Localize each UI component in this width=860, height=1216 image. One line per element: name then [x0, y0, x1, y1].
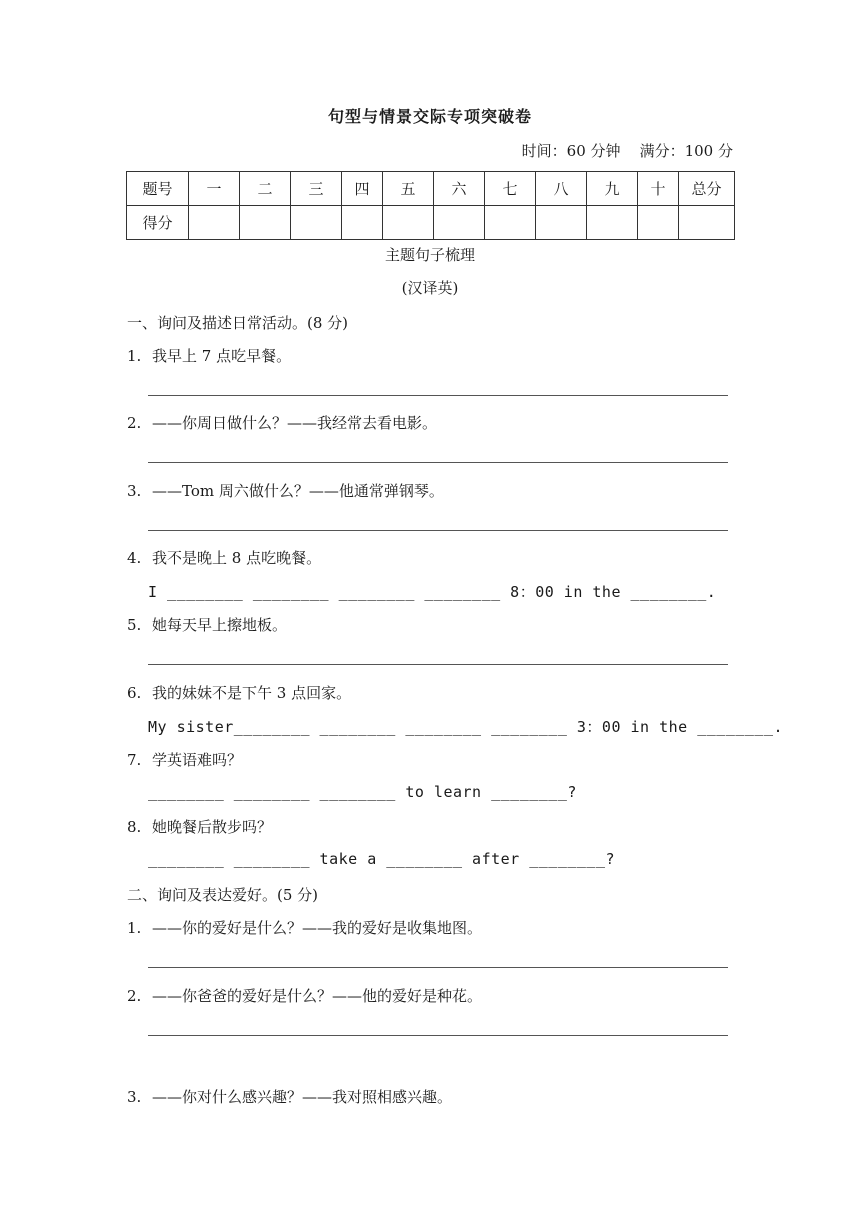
- page-title: 句型与情景交际专项突破卷: [327, 107, 532, 126]
- answer-line[interactable]: [148, 530, 728, 531]
- header-cell: 九: [587, 172, 638, 206]
- score-cell[interactable]: [587, 206, 638, 240]
- score-cell[interactable]: [679, 206, 735, 240]
- answer-line[interactable]: [148, 664, 728, 665]
- header-cell: 题号: [127, 172, 189, 206]
- fill-in-blank[interactable]: ________ ________ take a ________ after ________?: [148, 850, 616, 868]
- question-text: 她晚餐后散步吗？: [152, 818, 273, 836]
- score-table-header-row: [127, 172, 735, 206]
- answer-line[interactable]: [148, 967, 728, 968]
- question-1-1: [127, 345, 291, 366]
- question-text: 她每天早上擦地板。: [152, 616, 288, 634]
- question-number: 6.: [127, 684, 142, 702]
- fill-in-blank[interactable]: I ________ ________ ________ ________ 8：00 in the ________.: [148, 583, 717, 601]
- header-cell: 十: [638, 172, 679, 206]
- question-1-3: [127, 480, 444, 501]
- question-2-3: [127, 1086, 452, 1107]
- time-info: 时间：60 分钟 满分：100 分: [521, 142, 733, 160]
- question-number: 8.: [127, 818, 142, 836]
- score-row-label: 得分: [127, 206, 189, 240]
- question-number: 1.: [127, 347, 142, 365]
- question-text: 学英语难吗？: [152, 751, 243, 769]
- header-cell: 四: [342, 172, 383, 206]
- theme-title: 主题句子梳理: [384, 246, 475, 264]
- score-cell[interactable]: [485, 206, 536, 240]
- question-1-8: [127, 816, 272, 837]
- question-number: 2.: [127, 414, 142, 432]
- question-2-2: [127, 985, 482, 1006]
- score-cell[interactable]: [536, 206, 587, 240]
- score-cell[interactable]: [189, 206, 240, 240]
- header-cell: 八: [536, 172, 587, 206]
- question-1-4: [127, 547, 321, 568]
- score-cell[interactable]: [383, 206, 434, 240]
- score-table-score-row: [127, 206, 735, 240]
- question-text: 我早上 7 点吃早餐。: [152, 347, 292, 365]
- answer-line[interactable]: [148, 1035, 728, 1036]
- answer-line[interactable]: [148, 462, 728, 463]
- question-2-1: [127, 917, 482, 938]
- question-number: 3.: [127, 482, 142, 500]
- section-2-heading: 二、询问及表达爱好。(5 分): [127, 886, 319, 904]
- score-cell[interactable]: [342, 206, 383, 240]
- theme-subtitle: (汉译英): [401, 279, 459, 297]
- answer-line[interactable]: [148, 395, 728, 396]
- question-number: 4.: [127, 549, 142, 567]
- question-1-6: [127, 682, 351, 703]
- question-text: 我的妹妹不是下午 3 点回家。: [152, 684, 352, 702]
- question-number: 2.: [127, 987, 142, 1005]
- question-text: ——你周日做什么？——我经常去看电影。: [152, 414, 438, 432]
- header-cell: 总分: [679, 172, 735, 206]
- question-text: ——Tom 周六做什么？——他通常弹钢琴。: [152, 482, 444, 500]
- score-table: [126, 171, 735, 240]
- header-cell: 一: [189, 172, 240, 206]
- question-text: ——你的爱好是什么？——我的爱好是收集地图。: [152, 919, 483, 937]
- question-text: ——你对什么感兴趣？——我对照相感兴趣。: [152, 1088, 453, 1106]
- question-1-7: [127, 749, 242, 770]
- score-cell[interactable]: [434, 206, 485, 240]
- header-cell: 六: [434, 172, 485, 206]
- fill-in-blank[interactable]: My sister________ ________ ________ ________ 3：00 in the ________.: [148, 718, 783, 736]
- score-cell[interactable]: [638, 206, 679, 240]
- question-text: 我不是晚上 8 点吃晚餐。: [152, 549, 322, 567]
- question-number: 1.: [127, 919, 142, 937]
- header-cell: 七: [485, 172, 536, 206]
- score-cell[interactable]: [240, 206, 291, 240]
- question-1-2: [127, 412, 437, 433]
- section-1-heading: 一、询问及描述日常活动。(8 分): [127, 314, 349, 332]
- question-1-5: [127, 614, 287, 635]
- question-number: 3.: [127, 1088, 142, 1106]
- header-cell: 三: [291, 172, 342, 206]
- score-cell[interactable]: [291, 206, 342, 240]
- fill-in-blank[interactable]: ________ ________ ________ to learn ________?: [148, 783, 577, 801]
- question-number: 7.: [127, 751, 142, 769]
- header-cell: 二: [240, 172, 291, 206]
- header-cell: 五: [383, 172, 434, 206]
- question-number: 5.: [127, 616, 142, 634]
- question-text: ——你爸爸的爱好是什么？——他的爱好是种花。: [152, 987, 483, 1005]
